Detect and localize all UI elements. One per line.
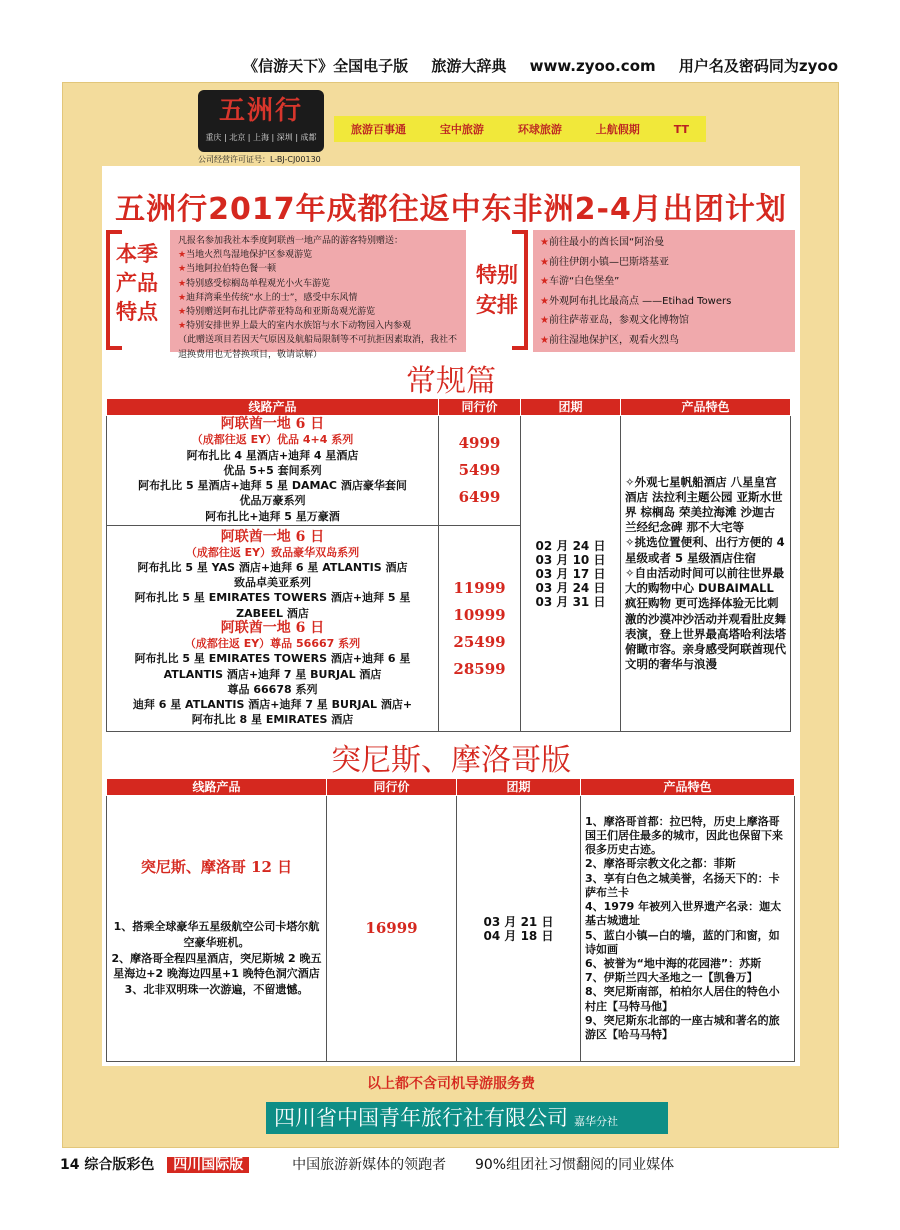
arrangement-item: ★前往湿地保护区，观看火烈鸟	[540, 334, 679, 346]
price-cell	[327, 796, 457, 1062]
partner-bar	[334, 116, 706, 142]
table-row	[107, 416, 791, 526]
label-line: 产品	[116, 271, 158, 295]
route-line: ZABEEL 酒店	[236, 606, 309, 620]
edition-badge: 四川国际版	[167, 1157, 249, 1173]
footer-slogan: 中国旅游新媒体的领跑者	[292, 1157, 447, 1173]
star-icon: ★	[178, 292, 187, 303]
label-line: 特点	[116, 300, 158, 324]
route-line: 阿布扎比+迪拜 5 星万豪酒	[205, 509, 340, 523]
date-value: 02 月 24 日	[535, 538, 606, 553]
dates-cell	[521, 416, 621, 732]
route-cell	[107, 796, 327, 1062]
star-icon: ★	[178, 250, 187, 261]
star-icon: ★	[540, 256, 549, 268]
feature-text: 8、突尼斯南部，柏柏尔人居住的特色小村庄【马特马他】	[585, 985, 780, 1013]
feature-item: ★特别安排世界上最大的室内水族馆与水下动物园入内参观	[178, 321, 412, 332]
feature-text: 5、蓝白小镇—白的墙，蓝的门和窗，如诗如画	[585, 928, 780, 956]
features-cell	[621, 416, 791, 732]
route-line: 尊品 66678 系列	[227, 682, 318, 696]
star-icon: ★	[178, 278, 187, 289]
service-fee-note: 以上都不含司机导游服务费	[367, 1076, 535, 1092]
tm-table	[106, 778, 795, 1062]
route-cell	[107, 526, 439, 732]
col-header: 线路产品	[107, 399, 439, 416]
login-note: 用户名及密码同为zyoo	[678, 57, 838, 75]
route-line: ATLANTIS 酒店+迪拜 7 星 BURJAL 酒店	[163, 667, 382, 681]
route-title: 阿联酋一地 6 日	[220, 416, 325, 433]
route-subtitle: （成都往返 EY）致品豪华双岛系列	[185, 545, 360, 559]
feature-text: ✧挑选位置便利、出行方便的 4 星级或者 5 星级酒店住宿	[625, 535, 785, 565]
route-line: 1、搭乘全球豪华五星级航空公司卡塔尔航空豪华班机。	[113, 920, 320, 949]
partner-logo: TT	[673, 122, 689, 136]
footer-section: 综合版彩色	[84, 1157, 155, 1173]
route-line: 2、摩洛哥全程四星酒店，突尼斯城 2 晚五星海边+2 晚海边四星+1 晚特色洞穴酒店	[111, 951, 322, 981]
price-value: 25499	[453, 632, 506, 651]
star-icon: ★	[178, 321, 187, 332]
footer-slogan: 90%组团社习惯翻阅的同业媒体	[474, 1157, 675, 1173]
route-title: 阿联酋一地 6 日	[220, 619, 325, 636]
features-intro: 凡报名参加我社本季度阿联酋一地产品的游客特别赠送：	[178, 236, 404, 246]
price-value: 6499	[458, 488, 501, 506]
page-title: 五洲行2017年成都往返中东非洲2-4月出团计划	[115, 192, 787, 227]
price-cell	[439, 526, 521, 732]
route-line: 阿布扎比 8 星 EMIRATES 酒店	[191, 713, 354, 727]
publication-header	[0, 52, 900, 80]
price-value: 16999	[365, 919, 418, 937]
feature-text: ✧外观七星帆船酒店 八星皇宫酒店 法拉利主题公园 亚斯水世界 棕榈岛 荣美拉海滩 沙迦古兰经纪念碑 那不大宅等	[625, 474, 783, 535]
route-cell	[107, 416, 439, 526]
date-value: 03 月 24 日	[535, 580, 606, 595]
partner-logo: 上航假期	[595, 123, 640, 136]
feature-item: ★特别赠送阿布扎比萨蒂亚特岛和亚斯岛观光游览	[178, 307, 376, 318]
price-value: 5499	[458, 461, 501, 479]
route-line: 优品万豪系列	[239, 494, 306, 508]
features-cell	[581, 796, 795, 1062]
price-value: 11999	[453, 578, 506, 597]
company-name: 四川省中国青年旅行社有限公司	[274, 1106, 568, 1130]
feature-text: 3、享有白色之城美誉，名扬天下的：卡萨布兰卡	[585, 871, 780, 899]
star-icon: ★	[178, 307, 187, 318]
col-header: 团期	[457, 779, 581, 796]
star-icon: ★	[178, 264, 187, 275]
route-line: 阿布扎比 5 星 YAS 酒店+迪拜 6 星 ATLANTIS 酒店	[137, 561, 408, 575]
feature-text: 1、摩洛哥首都：拉巴特，历史上摩洛哥国王们居住最多的城市，因此也保留下来很多历史古迹。	[585, 814, 783, 857]
feature-text: ✧自由活动时间可以前往世界最大的购物中心 DUBAIMALL 疯狂购物 更可选择体验无比刺激的沙漠冲沙活动并观看肚皮舞表演，登上世界最高塔哈利法塔俯瞰市容。亲身感受阿联酋现代文明的奢华与浪漫	[625, 565, 786, 672]
section-title-tm: 突尼斯、摩洛哥版	[331, 743, 571, 778]
route-line: 阿布扎比 5 星 EMIRATES TOWERS 酒店+迪拜 6 星	[134, 652, 411, 666]
page-number: 14	[60, 1157, 80, 1173]
route-line: 阿布扎比 5 星酒店+迪拜 5 星 DAMAC 酒店豪华套间	[138, 479, 407, 493]
partner-logo: 旅游百事通	[350, 123, 406, 136]
partner-logo: 宝中旅游	[439, 123, 484, 136]
website-link[interactable]: www.zyoo.com	[529, 57, 656, 75]
feature-item: ★特别感受棕榈岛单程观光小火车游览	[178, 278, 331, 289]
feature-text: 9、突尼斯东北部的一座古城和著名的旅游区【哈马马特】	[585, 1013, 780, 1041]
route-subtitle: （成都往返 EY）优品 4+4 系列	[191, 433, 354, 447]
special-arrangements-label	[470, 230, 528, 350]
table-row	[107, 796, 795, 1062]
price-cell	[439, 416, 521, 526]
feature-text: 4、1979 年被列入世界遗产名录：迦太基古城遗址	[585, 900, 782, 928]
label-line: 安排	[476, 293, 518, 317]
season-features-label	[106, 230, 164, 350]
company-banner	[266, 1102, 668, 1134]
partner-logo: 环球旅游	[517, 123, 562, 136]
route-title: 突尼斯、摩洛哥 12 日	[140, 857, 293, 876]
route-line: 迪拜 6 星 ATLANTIS 酒店+迪拜 7 星 BURJAL 酒店+	[132, 697, 413, 711]
route-title: 阿联酋一地 6 日	[220, 528, 325, 545]
star-icon: ★	[540, 334, 549, 346]
page-footer	[60, 1156, 674, 1174]
license-number: 公司经营许可证号：L-BJ-CJ00130	[198, 155, 321, 164]
arrangement-item: ★前往最小的酋长国“阿治曼	[540, 237, 665, 248]
table-header-row	[107, 779, 795, 796]
company-branch: 嘉华分社	[574, 1115, 618, 1128]
section-title-regular: 常规篇	[406, 364, 496, 399]
star-icon: ★	[540, 315, 549, 327]
special-arrangements-box	[533, 230, 795, 352]
dates-cell	[457, 796, 581, 1062]
price-value: 10999	[453, 605, 506, 624]
features-disclaimer: （此赠送项目若因天气原因及航船局限制等不可抗拒因素取消，我社不退换费用也无替换项目，敬请谅解）	[178, 335, 458, 360]
logo-text: 五洲行	[218, 96, 303, 126]
date-value: 03 月 21 日	[483, 914, 554, 929]
col-header: 同行价	[439, 399, 521, 416]
price-value: 4999	[458, 434, 501, 452]
feature-text: 6、被誉为“地中海的花园港”：苏斯	[585, 956, 762, 970]
regular-table	[106, 398, 791, 732]
star-icon: ★	[540, 295, 549, 307]
arrangement-item: ★外观阿布扎比最高点 ——Etihad Towers	[540, 295, 732, 307]
route-subtitle: （成都往返 EY）尊品 56667 系列	[184, 637, 361, 651]
date-value: 03 月 31 日	[535, 594, 606, 609]
feature-item: ★当地火烈鸟湿地保护区参观游览	[178, 250, 313, 261]
route-line: 优品 5+5 套间系列	[223, 463, 322, 477]
star-icon: ★	[540, 237, 549, 248]
logo-cities: 重庆 | 北京 | 上海 | 深圳 | 成都	[205, 133, 317, 142]
season-features-box	[170, 230, 466, 360]
label-line: 特别	[476, 263, 518, 287]
arrangement-item: ★前往伊朗小镇—巴斯塔基亚	[540, 256, 669, 268]
feature-text: 7、伊斯兰四大圣地之一【凯鲁万】	[585, 971, 758, 985]
col-header: 产品特色	[581, 779, 795, 796]
price-value: 28599	[453, 659, 506, 678]
route-line: 阿布扎比 5 星 EMIRATES TOWERS 酒店+迪拜 5 星	[134, 591, 411, 605]
publication-name: 《信游天下》全国电子版	[243, 57, 409, 75]
label-line: 本季	[116, 242, 158, 266]
dictionary-name: 旅游大辞典	[431, 57, 507, 75]
arrangement-item: ★前往萨蒂亚岛，参观文化博物馆	[540, 315, 689, 327]
date-value: 03 月 10 日	[535, 552, 606, 567]
route-line: 3、北非双明珠一次游遍，不留遗憾。	[124, 982, 309, 996]
star-icon: ★	[540, 276, 549, 288]
table-header-row	[107, 399, 791, 416]
brand-logo	[198, 90, 324, 152]
arrangement-item: ★车游“白色堡垒”	[540, 276, 620, 288]
col-header: 团期	[521, 399, 621, 416]
feature-item: ★迪拜湾乘坐传统“水上的士”，感受中东风情	[178, 292, 358, 303]
col-header: 同行价	[327, 779, 457, 796]
col-header: 产品特色	[621, 399, 791, 416]
feature-item: ★当地阿拉伯特色餐一顿	[178, 264, 277, 275]
route-line: 致品卓美亚系列	[234, 576, 311, 590]
date-value: 04 月 18 日	[483, 928, 554, 943]
feature-text: 2、摩洛哥宗教文化之都：菲斯	[585, 857, 736, 871]
col-header: 线路产品	[107, 779, 327, 796]
date-value: 03 月 17 日	[535, 566, 606, 581]
route-line: 阿布扎比 4 星酒店+迪拜 4 星酒店	[186, 448, 359, 462]
